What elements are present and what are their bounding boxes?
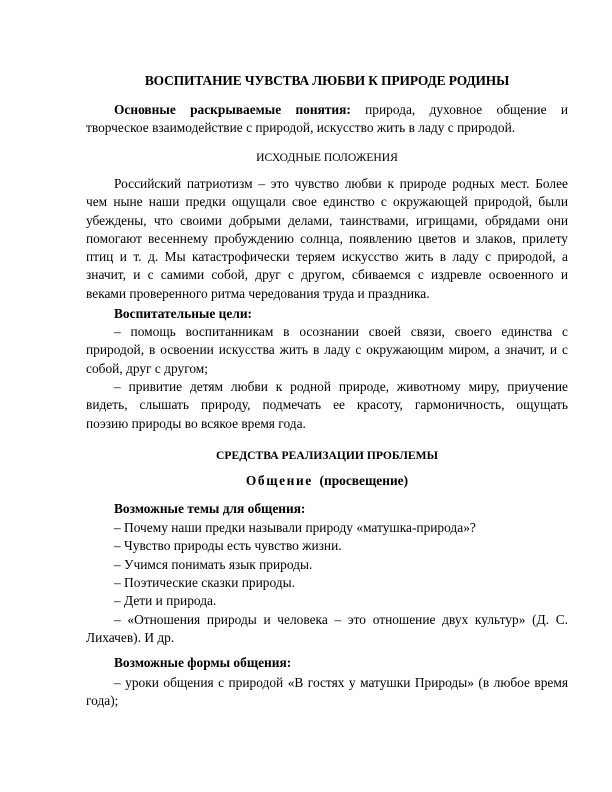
goal-line: – помощь воспитанникам в осознании своей связи, своего единства с: [114, 324, 568, 339]
intro-paragraph: [86, 175, 568, 303]
concepts-line: творческое взаимодействие с природой, искусство жить в ладу с природой.: [86, 120, 516, 136]
heading-means: СРЕДСТВА РЕАЛИЗАЦИИ ПРОБЛЕМЫ: [216, 449, 438, 462]
topic-item: – Поэтические сказки природы.: [114, 574, 295, 590]
topic-line: – «Отношения природы и человека – это отношение двух культур» (Д. С.: [114, 612, 568, 627]
goal-line: – привитие детям любви к родной природе, животному миру, приучение: [114, 379, 568, 394]
paragraph-line: чем ныне наши предки ощущали свое единство с окружающей природой, были: [86, 194, 568, 210]
forms-label: Возможные формы общения:: [114, 655, 292, 670]
topics-list: [86, 519, 568, 610]
topic-item-last: [86, 611, 568, 648]
concepts-label: Основные раскрываемые понятия:: [114, 102, 351, 117]
communication-word: Общение: [245, 473, 313, 488]
heading-initial: ИСХОДНЫЕ ПОЛОЖЕНИЯ: [256, 151, 398, 164]
forms-line: года);: [86, 693, 119, 709]
topic-item: – Дети и природа.: [114, 593, 217, 609]
topic-line: Лихачев). И др.: [86, 630, 175, 646]
forms-item: [86, 674, 568, 711]
topic-item: – Учимся понимать язык природы.: [114, 556, 313, 572]
paragraph-line: веками проверенного ритма чередования труда и праздника.: [86, 285, 430, 301]
paragraph-line: Российский патриотизм – это чувство любви к природе родных мест. Более: [114, 176, 568, 191]
goal-item: [86, 323, 568, 378]
goal-line: собой, друг с другом;: [86, 360, 208, 376]
goal-line: поэзию природы во всякое время года.: [86, 415, 306, 431]
forms-line: – уроки общения с природой «В гостях у матушки Природы» (в любое время: [114, 675, 568, 690]
paragraph-line: помогают весеннему пробуждению солнца, появлению цветов и злаков, прилету: [86, 230, 568, 246]
goals-label: Воспитательные цели:: [114, 306, 253, 321]
paragraph-line: убеждены, что своими добрыми делами, таинствами, игрищами, обрядами они: [86, 212, 568, 228]
goal-line: природой, в освоении искусства жить в ладу с окружающим миром, а значит, и с: [86, 342, 568, 358]
concepts-paragraph: [86, 101, 568, 138]
topic-item: – Чувство природы есть чувство жизни.: [114, 538, 342, 554]
concepts-text: природа, духовное общение и: [350, 102, 568, 117]
communication-note: (просвещение): [319, 473, 409, 488]
paragraph-line: значит, и с самими собой, друг с другом, сбиваемся с издревле освоенного и: [86, 267, 568, 283]
heading-communication: [86, 472, 568, 490]
topics-label: Возможные темы для общения:: [114, 501, 306, 516]
paragraph-line: птиц и т. д. Мы катастрофически теряем искусство жить в ладу с природой, а: [86, 249, 568, 265]
topic-item: – Почему наши предки называли природу «матушка-природа»?: [114, 520, 476, 535]
concepts-line: [86, 101, 568, 119]
goal-line: видеть, слышать природу, подмечать ее красоту, гармоничность, ощущать: [86, 397, 568, 413]
goal-item: [86, 378, 568, 433]
document-title: ВОСПИТАНИЕ ЧУВСТВА ЛЮБВИ К ПРИРОДЕ РОДИНЫ: [144, 73, 510, 88]
